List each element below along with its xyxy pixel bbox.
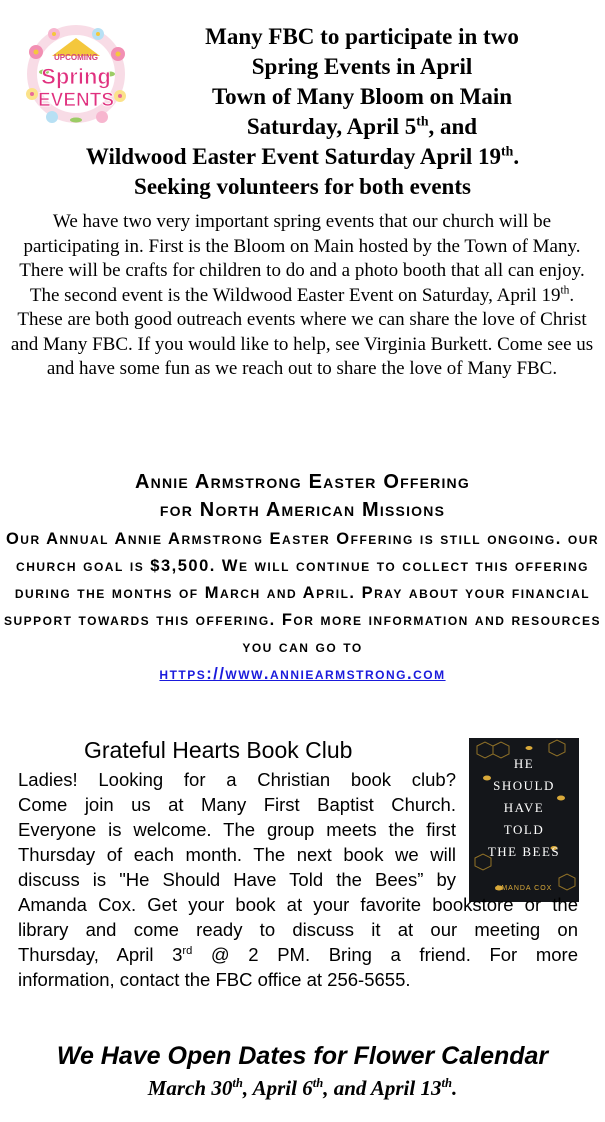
headline-line: Seeking volunteers for both events: [134, 174, 471, 199]
annie-body: Our Annual Annie Armstrong Easter Offering is still ongoing. our church goal is $3,500. We will continue to collect this offering during the months of March and April. Pray about your financial support towards this offering. For more information and resources you can go to https://www.anniearmstrong.com: [3, 530, 602, 683]
book-line: Come join us at Many First Baptist Church.: [18, 794, 456, 815]
book-line: discuss is "He Should Have Told the Bees” by: [18, 869, 456, 890]
cover-title-line: HE: [513, 756, 535, 771]
book-line: information, contact the FBC office at 256-5655.: [18, 969, 411, 990]
book-line: Thursday of each month. The next book we will: [18, 844, 456, 865]
headline-line: Many FBC to participate in two: [205, 24, 519, 49]
cover-author: AMANDA COX: [495, 885, 553, 892]
logo-spring: Spring: [41, 64, 111, 89]
book-line: Ladies! Looking for a Christian book club?: [18, 769, 456, 790]
headline-line: Wildwood Easter Event Saturday April 19th.: [85, 143, 520, 169]
cover-title-line: TOLD: [503, 822, 545, 837]
logo-upcoming: UPCOMING: [54, 53, 98, 62]
book-line: Everyone is welcome. The group meets the first: [18, 819, 456, 840]
book-line: Amanda Cox. Get your book at your favorite bookstore or the: [18, 894, 578, 915]
annie-armstrong-section: [0, 468, 605, 688]
spring-events-body: We have two very important spring events that our church will be participating in. First is the Bloom on Main hosted by the Town of Many. There will be crafts for children to do and a photo booth that all can enjoy. The second event is the Wildwood Easter Event on Saturday, April 19th. These are both good outreach events where we can share the love of Christ and Many FBC. If you would like to help, see Virginia Burkett. Come see us and have some fun as we reach out to share the love of Many FBC.: [10, 211, 594, 379]
cover-title-line: THE BEES: [487, 844, 561, 859]
headline-line: Saturday, April 5th, and: [246, 113, 478, 139]
spring-events-headline: [0, 22, 605, 202]
book-club-body: [18, 767, 578, 992]
book-club-title: Grateful Hearts Book Club: [84, 737, 353, 763]
headline-line: Spring Events in April: [251, 54, 473, 79]
flower-calendar-dates: March 30th, April 6th, and April 13th.: [147, 1076, 458, 1100]
annie-title: for North American Missions: [159, 499, 446, 521]
logo-events: EVENTS: [37, 90, 115, 111]
book-line: library and come ready to discuss it at our meeting on: [18, 919, 578, 940]
cover-title-line: SHOULD: [493, 778, 555, 793]
headline-line: Town of Many Bloom on Main: [211, 84, 513, 109]
annie-armstrong-link[interactable]: https://www.anniearmstrong.com: [159, 665, 446, 683]
book-line: Thursday, April 3rd @ 2 PM. Bring a friend. For more: [18, 944, 578, 965]
cover-title-line: HAVE: [503, 800, 545, 815]
annie-title: Annie Armstrong Easter Offering: [135, 471, 470, 493]
flower-calendar-title: We Have Open Dates for Flower Calendar: [56, 1042, 549, 1070]
